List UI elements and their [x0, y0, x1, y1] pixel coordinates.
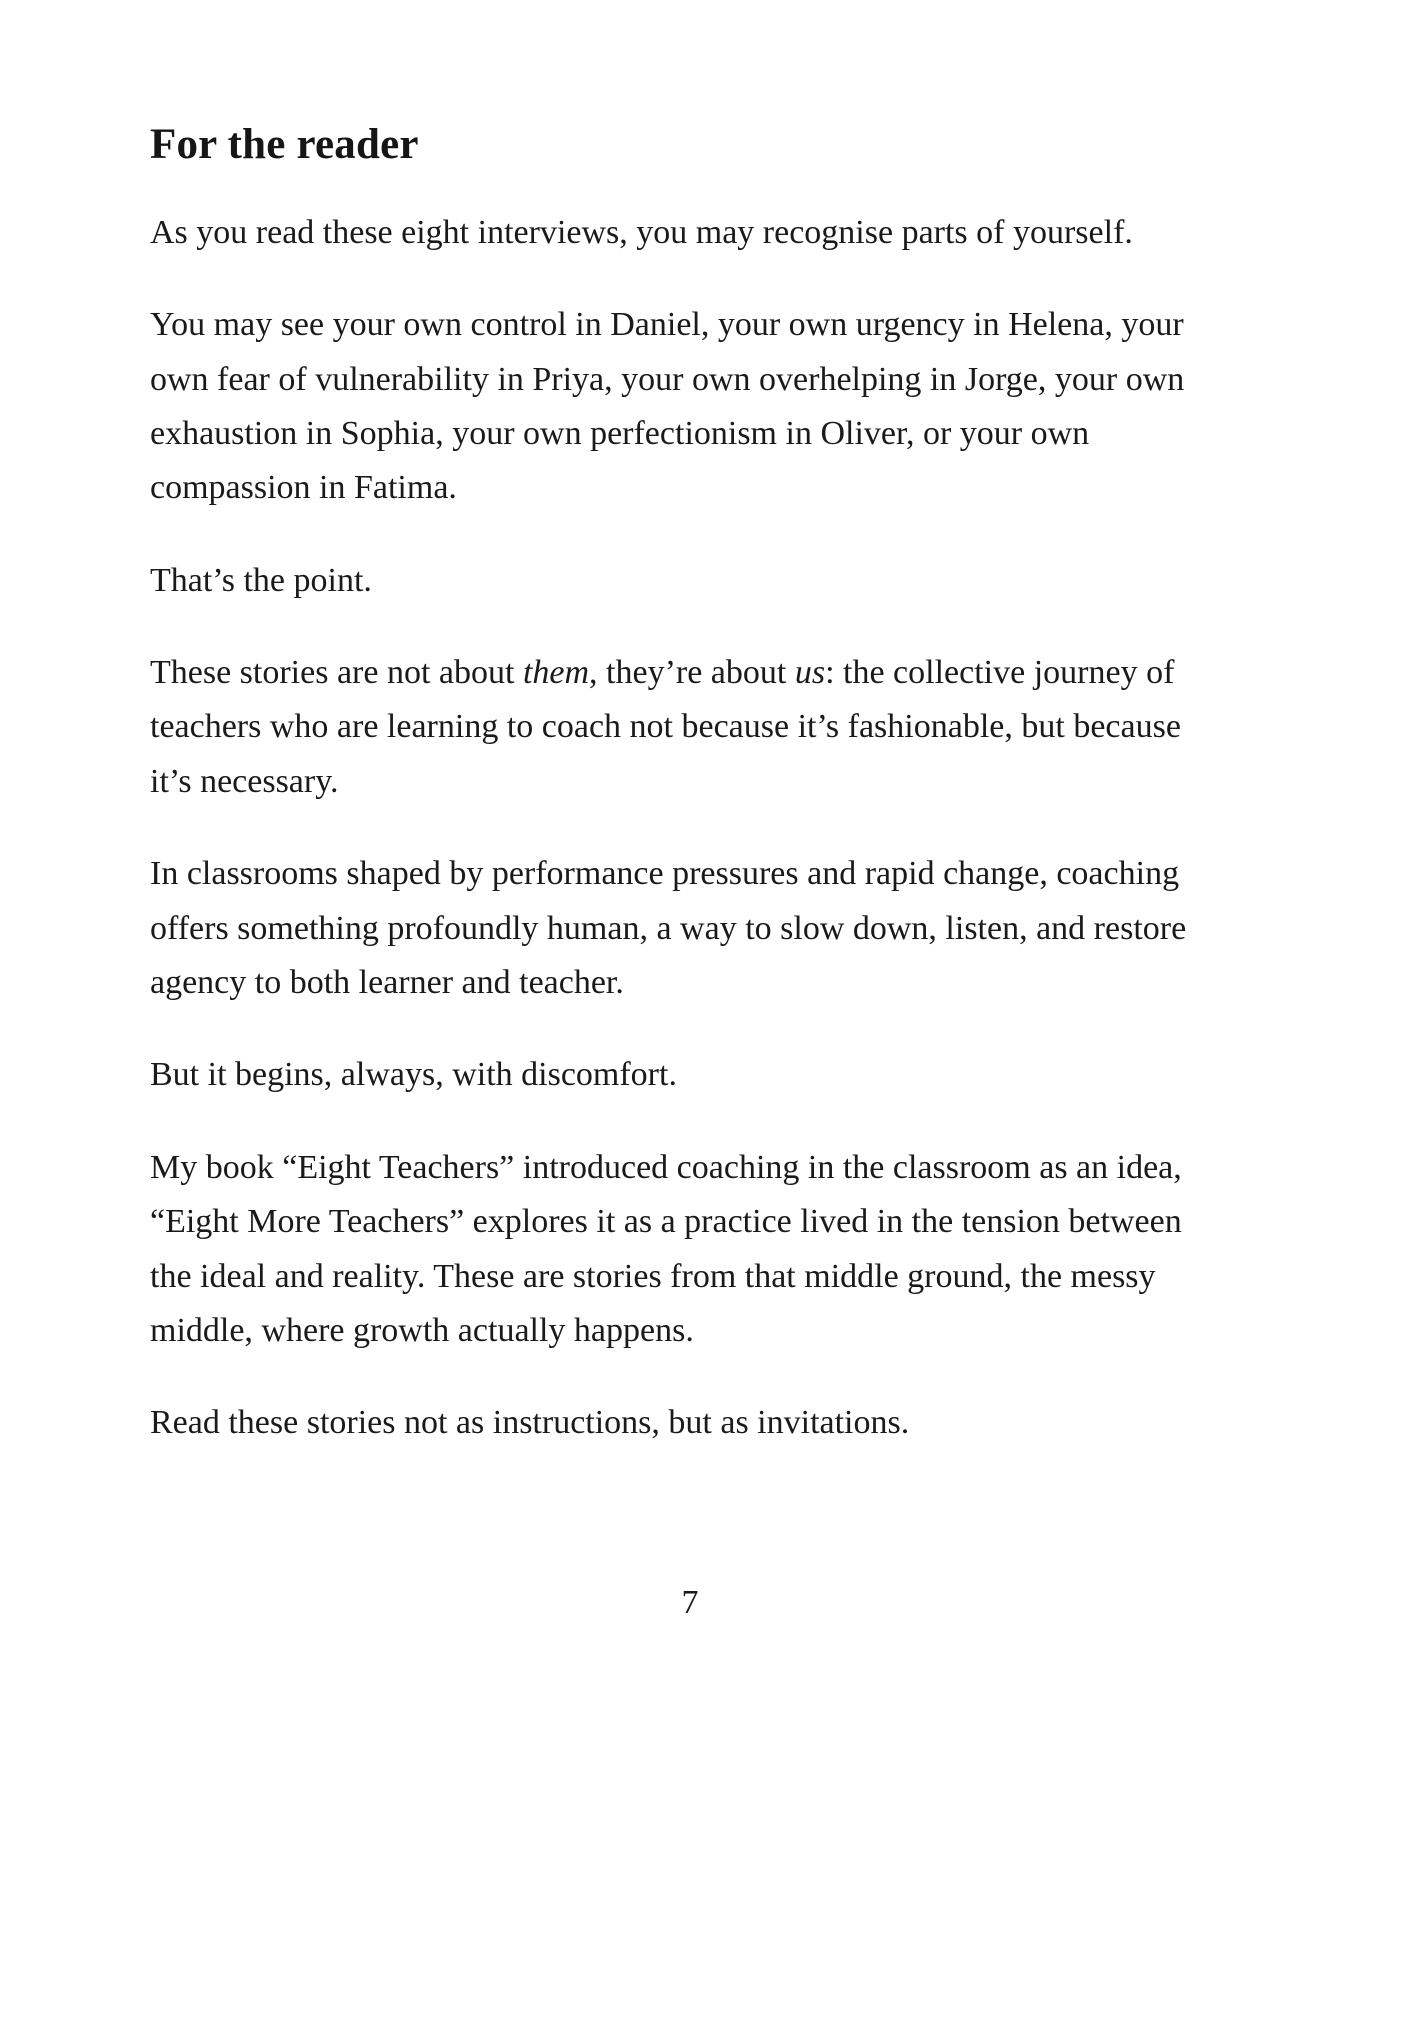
paragraph-classrooms: In classrooms shaped by performance pressures and rapid change, coaching offers something profoundly human, a way to slow down, listen, and restore agency to both learner and teacher. [150, 855, 1187, 1002]
paragraph-my-book: My book “Eight Teachers” introduced coaching in the classroom as an idea, “Eight More Teachers” explores it as a practice lived in the tension between the ideal and reality. These are stories from that middle ground, the messy middle, where growth actually happens. [150, 1148, 1182, 1349]
paragraph-run-italic-us: us [794, 654, 826, 692]
paragraph-discomfort: But it begins, always, with discomfort. [150, 1056, 677, 1094]
page-number: 7 [681, 1583, 699, 1621]
paragraph-run: These stories are not about [150, 654, 523, 692]
paragraph-collective [150, 646, 1230, 809]
paragraph-intro: As you read these eight interviews, you may recognise parts of yourself. [150, 213, 1133, 251]
paragraph-run: , they’re about [589, 654, 795, 692]
paragraph-point: That’s the point. [150, 561, 372, 599]
paragraph-invitation: Read these stories not as instructions, but as invitations. [150, 1404, 910, 1442]
paragraph-run: : the collective journey of teachers who are learning to coach not because it’s fashionable, but because it’s necessary. [150, 654, 1181, 800]
paragraph-run-italic-them: them [522, 654, 590, 692]
paragraph-recognition-list: You may see your own control in Daniel, your own urgency in Helena, your own fear of vulnerability in Priya, your own overhelping in Jorge, your own exhaustion in Sophia, your own perfectionism in Oliver, or your own compassion in Fatima. [150, 306, 1185, 507]
page-title: For the reader [150, 121, 419, 168]
